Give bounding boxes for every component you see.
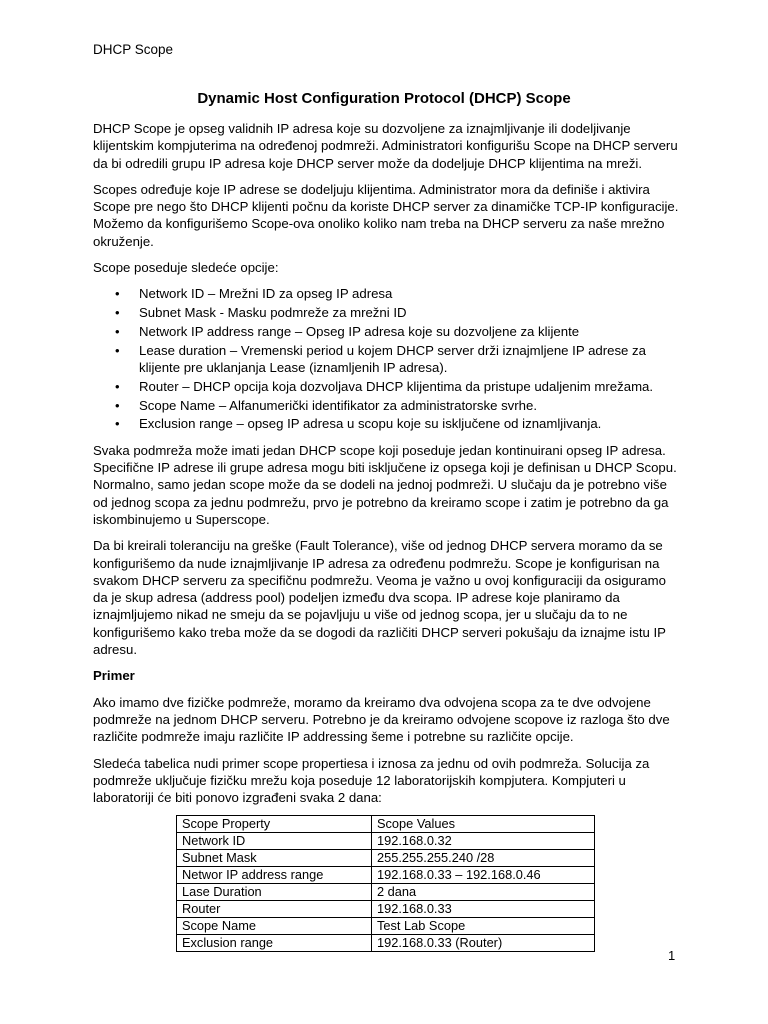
page-header: DHCP Scope [93,42,174,57]
table-row [177,867,595,884]
paragraph: Scopes određuje koje IP adrese se dodeljuju klijentima. Administrator mora da definiše i aktivira Scope pre nego što DHCP klijenti počnu da koriste DHCP server za dinamičke TCP-IP konfiguracije. Možemo da konfigurišemo Scope-ova onoliko koliko nam treba na DHCP serveru za naše mrežno okruženje. [93,181,679,249]
bullet-icon: • [115,342,120,358]
table-cell: Test Lab Scope [372,918,595,935]
bullet-icon: • [115,323,120,339]
bullet-icon: • [115,397,120,413]
document-title: Dynamic Host Configuration Protocol (DHCP) Scope [197,90,571,107]
table-row [177,833,595,850]
list-item [115,397,683,414]
table-cell: 192.168.0.33 – 192.168.0.46 [372,867,595,884]
paragraph: Sledeća tabelica nudi primer scope propertiesa i iznosa za jednu od ovih podmreža. Solucija za podmreže uključuje fizičku mrežu koja poseduje 12 laboratorijskih kompjutera. Kompjuteri u laboratoriji će biti ponovo izgrađeni svaka 2 dana: [93,755,650,806]
section-heading: Primer [93,668,135,684]
list-item-text: Scope Name – Alfanumerički identifikator za administratorske svrhe. [139,397,537,413]
table-cell: Scope Name [177,918,372,935]
paragraph: Scope poseduje sledeće opcije: [93,260,279,276]
list-item-text: Network IP address range – Opseg IP adresa koje su dozvoljene za klijente [139,323,580,339]
paragraph: Ako imamo dve fizičke podmreže, moramo da kreiramo dva odvojena scopa za te dve odvojene podmreže na jednom DHCP serveru. Potrebno je da kreiramo odvojene scopove iz razloga što dve različite podmreže imaju različite IP addressing šeme i potrebne su različite opcije. [93,694,670,745]
bullet-icon: • [115,378,120,394]
table-cell: 255.255.255.240 /28 [372,850,595,867]
list-item [115,378,683,395]
table-cell: 192.168.0.33 (Router) [372,935,595,952]
table-row [177,850,595,867]
bullet-icon: • [115,286,120,302]
paragraph: Da bi kreirali toleranciju na greške (Fault Tolerance), više od jednog DHCP servera moramo da se konfigurišemo da nude iznajmljivanje IP adresa za određenu podmrežu. Scope je konfigurisan na svakom DHCP serveru za specifičnu podmrežu. Veoma je važno u ovoj konfiguraciji da osiguramo da je skup adresa (address pool) podeljen između dva scopa. IP adrese koje planiramo da iznajmljujemo nikad ne smeju da se pojavljuju u više od jednog scopa, jer u slučaju da to ne konfigurišemo kako treba može da se dogodi da različiti DHCP serveri pokušaju da iznajme istu IP adresu. [93,538,666,658]
table-row [177,935,595,952]
list-item-text: Subnet Mask - Masku podmreže za mrežni ID [139,305,407,321]
table-cell: 192.168.0.33 [372,901,595,918]
table-cell: 192.168.0.32 [372,833,595,850]
list-item [115,342,683,377]
bullet-icon: • [115,416,120,432]
table-cell: Lase Duration [177,884,372,901]
table-cell: Subnet Mask [177,850,372,867]
table-header-row [177,816,595,833]
options-list [93,285,683,432]
list-item-text: Router – DHCP opcija koja dozvoljava DHCP klijentima da pristupe udaljenim mrežama. [139,378,654,394]
page-number: 1 [668,948,676,963]
table-cell: Network ID [177,833,372,850]
list-item-text: Exclusion range – opseg IP adresa u scopu koje su isključene od iznamljivanja. [139,416,602,432]
table-cell: 2 dana [372,884,595,901]
document-body [93,120,683,952]
table-cell: Router [177,901,372,918]
list-item-text: Network ID – Mrežni ID za opseg IP adresa [139,286,393,302]
table-cell: Exclusion range [177,935,372,952]
table-header-cell: Scope Values [372,816,595,833]
list-item [115,323,683,340]
list-item [115,304,683,321]
paragraph: Svaka podmreža može imati jedan DHCP scope koji poseduje jedan kontinuirani opseg IP adresa. Specifične IP adrese ili grupe adresa mogu biti isključene iz opsega koji je definisan u DHCP Scopu. Normalno, samo jedan scope može da se dodeli na jednoj podmreži. U slučaju da je potrebno više od jednog scopa za jednu podmrežu, prvo je potrebno da kreiramo scope i zatim je potrebno da ga iskombinujemo u Superscope. [93,442,677,527]
scope-table [176,815,595,952]
table-row [177,918,595,935]
table-row [177,884,595,901]
bullet-icon: • [115,305,120,321]
list-item [115,285,683,302]
table-header-cell: Scope Property [177,816,372,833]
table-cell: Networ IP address range [177,867,372,884]
table-row [177,901,595,918]
list-item [115,415,683,432]
paragraph: DHCP Scope je opseg validnih IP adresa koje su dozvoljene za iznajmljivanje ili dodeljivanje klijentskim kompjuterima na određenoj podmreži. Administratori konfigurišu Scope na DHCP serveru da bi odredili grupu IP adresa koje DHCP server može da dodeljuje DHCP klijentima na mreži. [93,121,678,171]
list-item-text: Lease duration – Vremenski period u kojem DHCP server drži iznajmljene IP adrese za klijente pre uklanjanja Lease (iznamljenih IP adresa). [139,342,646,376]
